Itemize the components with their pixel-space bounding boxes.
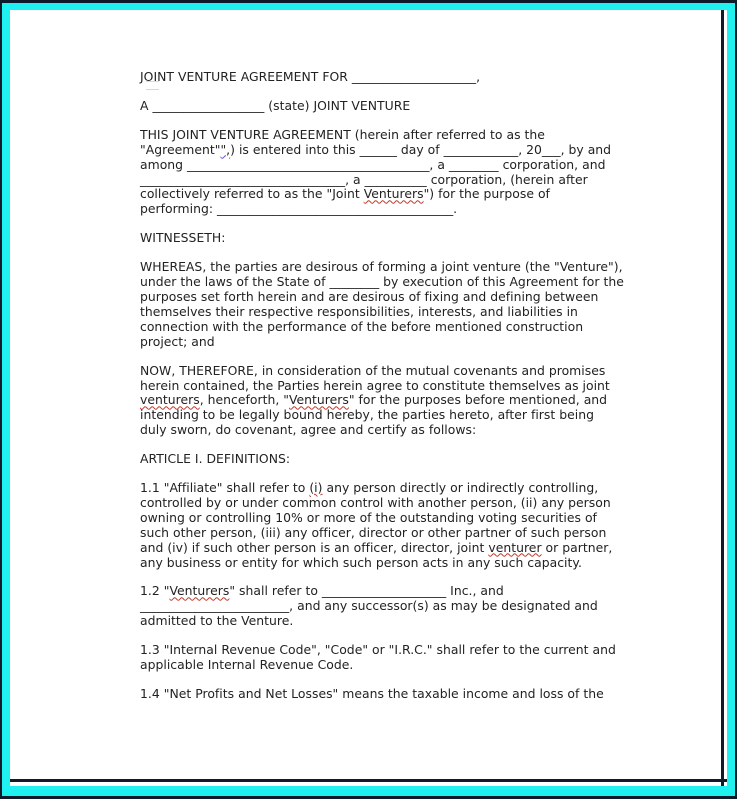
paragraph-recital-intro	[140, 128, 624, 217]
document-title-line: JOINT VENTURE AGREEMENT FOR ____________________,	[140, 69, 481, 84]
recital-intro-text-before: THIS JOINT VENTURE AGREEMENT (herein after referred to as the "Agreement"	[140, 126, 545, 157]
heading-witnesseth: WITNESSETH:	[140, 230, 226, 246]
clause-1-3: 1.3 "Internal Revenue Code", "Code" or "I.R.C." shall refer to the current and applicable Internal Revenue Code.	[140, 642, 616, 673]
spellcheck-word: Venturers	[363, 186, 424, 202]
scan-artifact-mark	[146, 81, 159, 90]
spellcheck-mark-agreement: ",	[220, 141, 231, 157]
page-surface	[10, 10, 727, 786]
clause-1-1: 1.1 "Affiliate" shall refer to (i) any person directly or indirectly controlling, controlled by or under common control with another person, (ii) any person owning or controlling 10% or more of the outstanding voting securities of such other person, (iii) any officer, director or other partner of such person and (iv) if such other person is an officer, director, joint venturer or partner, any business or entity for which such person acts in any such capacity.	[140, 480, 613, 570]
spellcheck-word: (i)	[309, 480, 323, 496]
document-subtitle-line: A __________________ (state) JOINT VENTURE	[140, 97, 411, 113]
recital-intro-text-after: ) is entered into this ______ day of ____________, 20___, by and among _______________________________________, a ________ corporation, and _________________________________, a __________ corporation, (herein after collectively referred to as the "Joint Venturers") for the purpose of performing: ______________________________________.	[140, 141, 612, 217]
document-text-column	[140, 70, 624, 702]
clause-1-2: 1.2 "Venturers" shall refer to ____________________ Inc., and ________________________, and any successor(s) as may be designated and admitted to the Venture.	[140, 583, 598, 629]
spellcheck-word: venturers	[140, 392, 200, 408]
spellcheck-word: Venturers	[169, 583, 230, 599]
spellcheck-word: Venturers	[288, 392, 349, 408]
paragraph-whereas: WHEREAS, the parties are desirous of forming a joint venture (the "Venture"), under the laws of the State of ________ by execution of this Agreement for the purposes set forth herein and are desirous of fixing and defining between themselves their respective responsibilities, interests, and liabilities in connection with the performance of the before mentioned construction project; and	[140, 259, 624, 349]
paragraph-now-therefore: NOW, THEREFORE, in consideration of the mutual covenants and promises herein contained, the Parties herein agree to constitute themselves as joint venturers, henceforth, "Venturers" for the purposes before mentioned, and intending to be legally bound hereby, the parties hereto, after first being duly sworn, do covenant, agree and certify as follows:	[140, 362, 610, 438]
heading-article-one: ARTICLE I. DEFINITIONS:	[140, 451, 291, 467]
spellcheck-word: venturer	[488, 539, 542, 555]
clause-1-4: 1.4 "Net Profits and Net Losses" means the taxable income and loss of the	[140, 686, 604, 701]
